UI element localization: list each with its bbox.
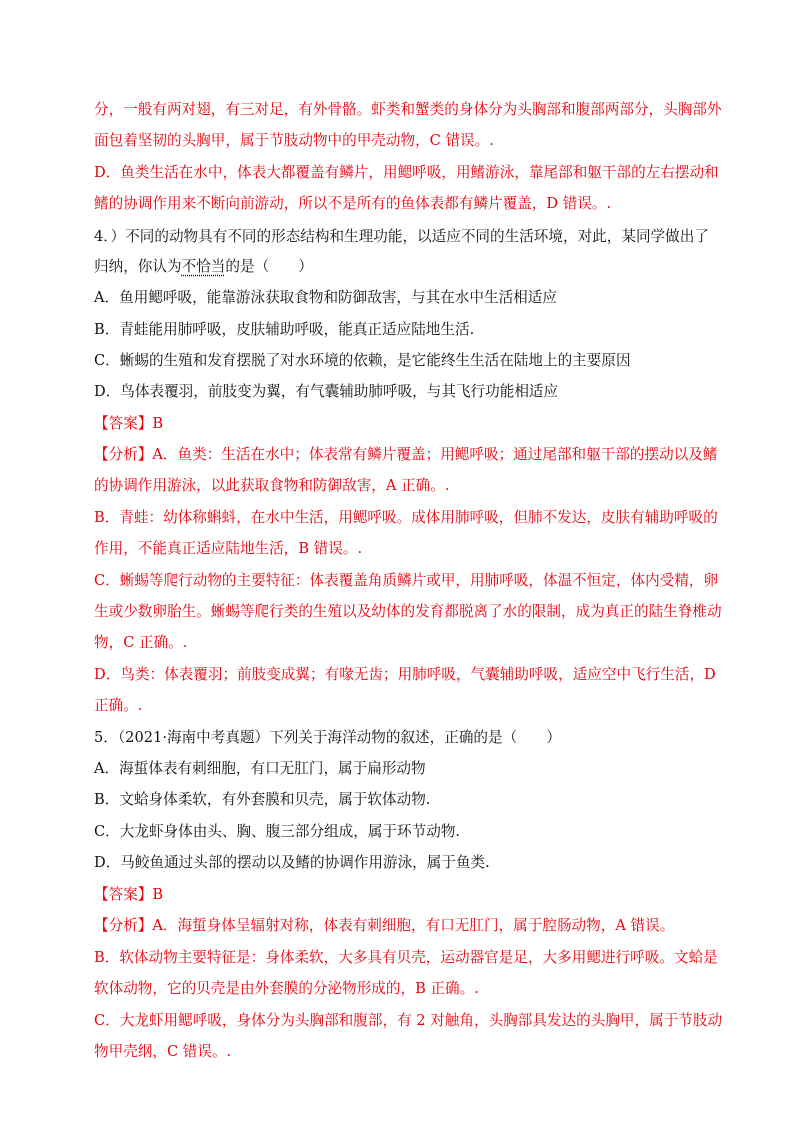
- emphasized-text: 不恰当: [181, 258, 226, 275]
- text-line: A．鱼用鳃呼吸，能靠游泳获取食物和防御敌害，与其在水中生活相适应: [94, 289, 557, 306]
- text-line: 【答案】B: [94, 415, 164, 432]
- text-line: 软体动物，它的贝壳是由外套膜的分泌物形成的，B 正确。.: [94, 980, 479, 997]
- text-line: B．软体动物主要特征是：身体柔软，大多具有贝壳，运动器官是足，大多用鳃进行呼吸。文蛤是: [94, 949, 718, 966]
- text-line: 正确。.: [94, 697, 143, 714]
- text-segment: 归纳，你认为: [94, 258, 182, 275]
- text-line: D．鸟类：体表覆羽；前肢变成翼；有喙无齿；用肺呼吸，气囊辅助呼吸，适应空中飞行生活，D: [94, 666, 716, 683]
- text-line: 物甲壳纲，C 错误。.: [94, 1043, 232, 1060]
- text-line: 【答案】B: [94, 886, 164, 903]
- text-line: 5．（2021·海南中考真题）下列关于海洋动物的叙述，正确的是（ ）: [94, 729, 561, 746]
- text-line: D．鸟体表覆羽，前肢变为翼，有气囊辅助肺呼吸，与其飞行功能相适应: [94, 383, 559, 400]
- text-line: B．文蛤身体柔软，有外套膜和贝壳，属于软体动物.: [94, 791, 431, 808]
- text-line: 鳍的协调作用来不断向前游动，所以不是所有的鱼体表都有鳞片覆盖，D 错误。.: [94, 195, 612, 212]
- text-line: 物，C 正确。.: [94, 634, 188, 651]
- text-line: C．大龙虾身体由头、胸、腹三部分组成，属于环节动物.: [94, 823, 461, 840]
- text-line: A．海蜇体表有刺细胞，有口无肛门，属于扁形动物: [94, 760, 426, 777]
- text-line: 生或少数卵胎生。蜥蜴等爬行类的生殖以及幼体的发育都脱离了水的限制，成为真正的陆生脊椎动: [94, 603, 722, 620]
- text-line: 【分析】A．鱼类：生活在水中；体表常有鳞片覆盖；用鳃呼吸；通过尾部和躯干部的摆动以及鳍: [94, 446, 718, 463]
- text-line: B．青蛙：幼体称蝌蚪，在水中生活，用鳃呼吸。成体用肺呼吸，但肺不发达，皮肤有辅助呼吸的: [94, 509, 718, 526]
- text-line: 的协调作用游泳，以此获取食物和防御敌害，A 正确。.: [94, 477, 450, 494]
- text-line: 4．）不同的动物具有不同的形态结构和生理功能，以适应不同的生活环境，对此，某同学做出了: [94, 228, 709, 245]
- text-line: 面包着坚韧的头胸甲，属于节肢动物中的甲壳动物，C 错误。.: [94, 132, 494, 149]
- text-line: C．蜥蜴的生殖和发育摆脱了对水环境的依赖，是它能终生生活在陆地上的主要原因: [94, 352, 631, 369]
- text-line: C．蜥蜴等爬行动物的主要特征：体表覆盖角质鳞片或甲，用肺呼吸，体温不恒定，体内受精，卵: [94, 572, 719, 589]
- text-line: 分，一般有两对翅，有三对足，有外骨骼。虾类和蟹类的身体分为头胸部和腹部两部分，头胸部外: [94, 101, 722, 118]
- question-4-line-2: [94, 256, 714, 278]
- text-line: D．鱼类生活在水中，体表大都覆盖有鳞片，用鳃呼吸，用鳍游泳，靠尾部和躯干部的左右摆动和: [94, 164, 719, 181]
- text-line: 【分析】A．海蜇身体呈辐射对称，体表有刺细胞，有口无肛门，属于腔肠动物，A 错误。: [94, 917, 675, 934]
- text-line: D．马鲛鱼通过头部的摆动以及鳍的协调作用游泳，属于鱼类.: [94, 854, 490, 871]
- text-line: B．青蛙能用肺呼吸，皮肤辅助呼吸，能真正适应陆地生活.: [94, 321, 475, 338]
- text-line: 作用，不能真正适应陆地生活，B 错误。.: [94, 540, 363, 557]
- text-segment: 的是（ ）: [225, 258, 313, 275]
- text-line: C．大龙虾用鳃呼吸，身体分为头胸部和腹部，有 2 对触角，头胸部具发达的头胸甲，属于节肢动: [94, 1012, 723, 1029]
